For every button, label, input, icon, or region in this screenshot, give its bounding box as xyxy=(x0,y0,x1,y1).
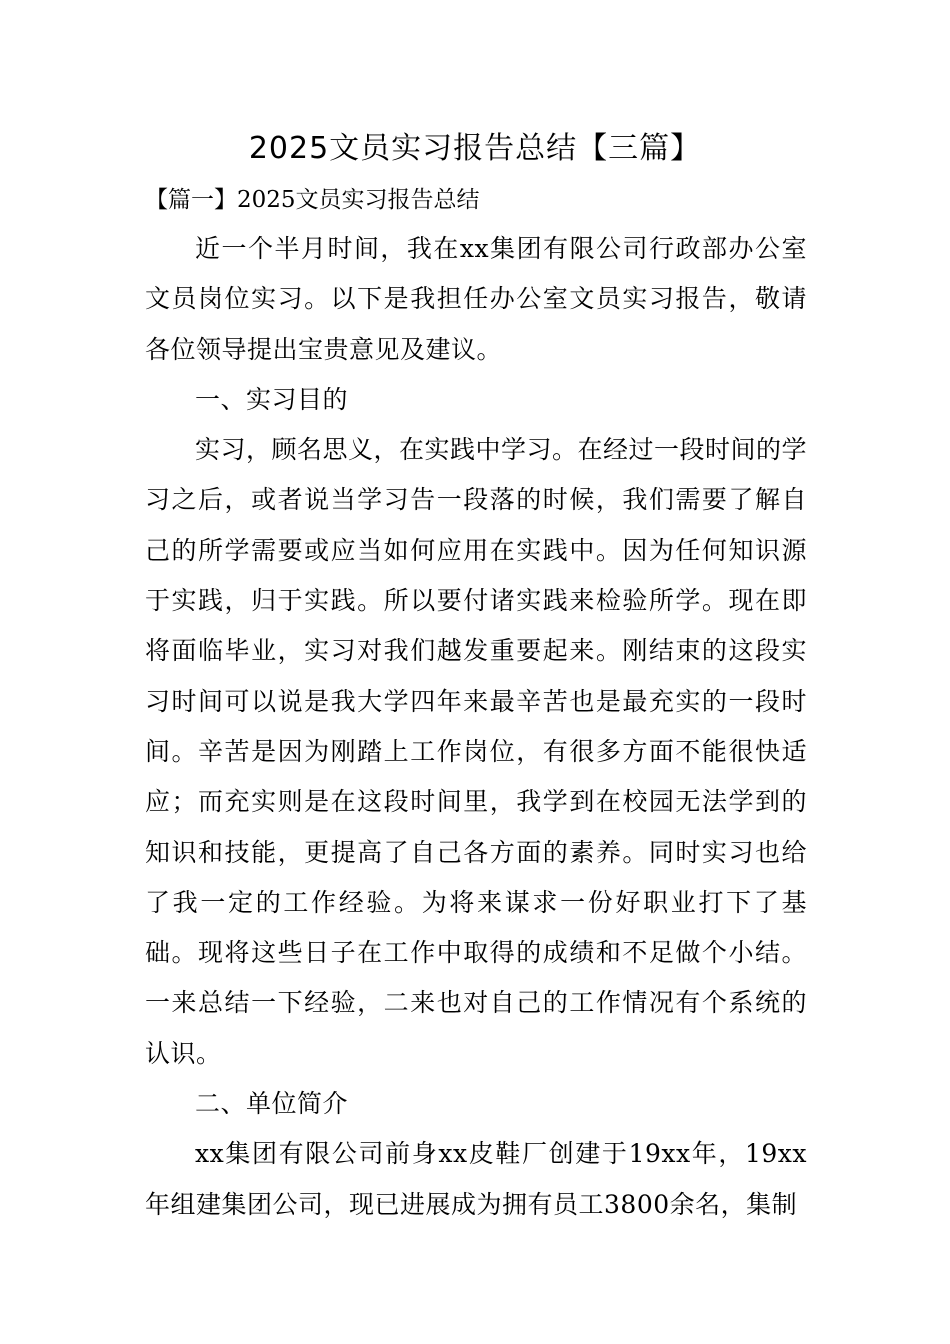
section-heading: 【篇一】2025文员实习报告总结 xyxy=(145,187,480,213)
company-paragraph: xx集团有限公司前身xx皮鞋厂创建于19xx年，19xx年组建集团公司，现已进展成为拥有员工3800余名，集制 xyxy=(145,1139,807,1219)
purpose-paragraph: 实习，顾名思义，在实践中学习。在经过一段时间的学习之后，或者说当学习告一段落的时候，我们需要了解自己的所学需要或应当如何应用在实践中。因为任何知识源于实践，归于实践。所以要付诸实践来检验所学。现在即将面临毕业，实习对我们越发重要起来。刚结束的这段实习时间可以说是我大学四年来最辛苦也是最充实的一段时间。辛苦是因为刚踏上工作岗位，有很多方面不能很快适应；而充实则是在这段时间里，我学到在校园无法学到的知识和技能，更提高了自己各方面的素养。同时实习也给了我一定的工作经验。为将来谋求一份好职业打下了基础。现将这些日子在工作中取得的成绩和不足做个小结。一来总结一下经验，二来也对自己的工作情况有个系统的认识。 xyxy=(145,435,808,1068)
heading-company: 二、单位简介 xyxy=(195,1089,349,1119)
document-body xyxy=(145,224,807,1230)
heading-purpose: 一、实习目的 xyxy=(195,384,349,414)
document-title: 2025文员实习报告总结【三篇】 xyxy=(248,131,702,166)
intro-paragraph: 近一个半月时间，我在xx集团有限公司行政部办公室文员岗位实习。以下是我担任办公室文员实习报告，敬请各位领导提出宝贵意见及建议。 xyxy=(145,234,807,364)
